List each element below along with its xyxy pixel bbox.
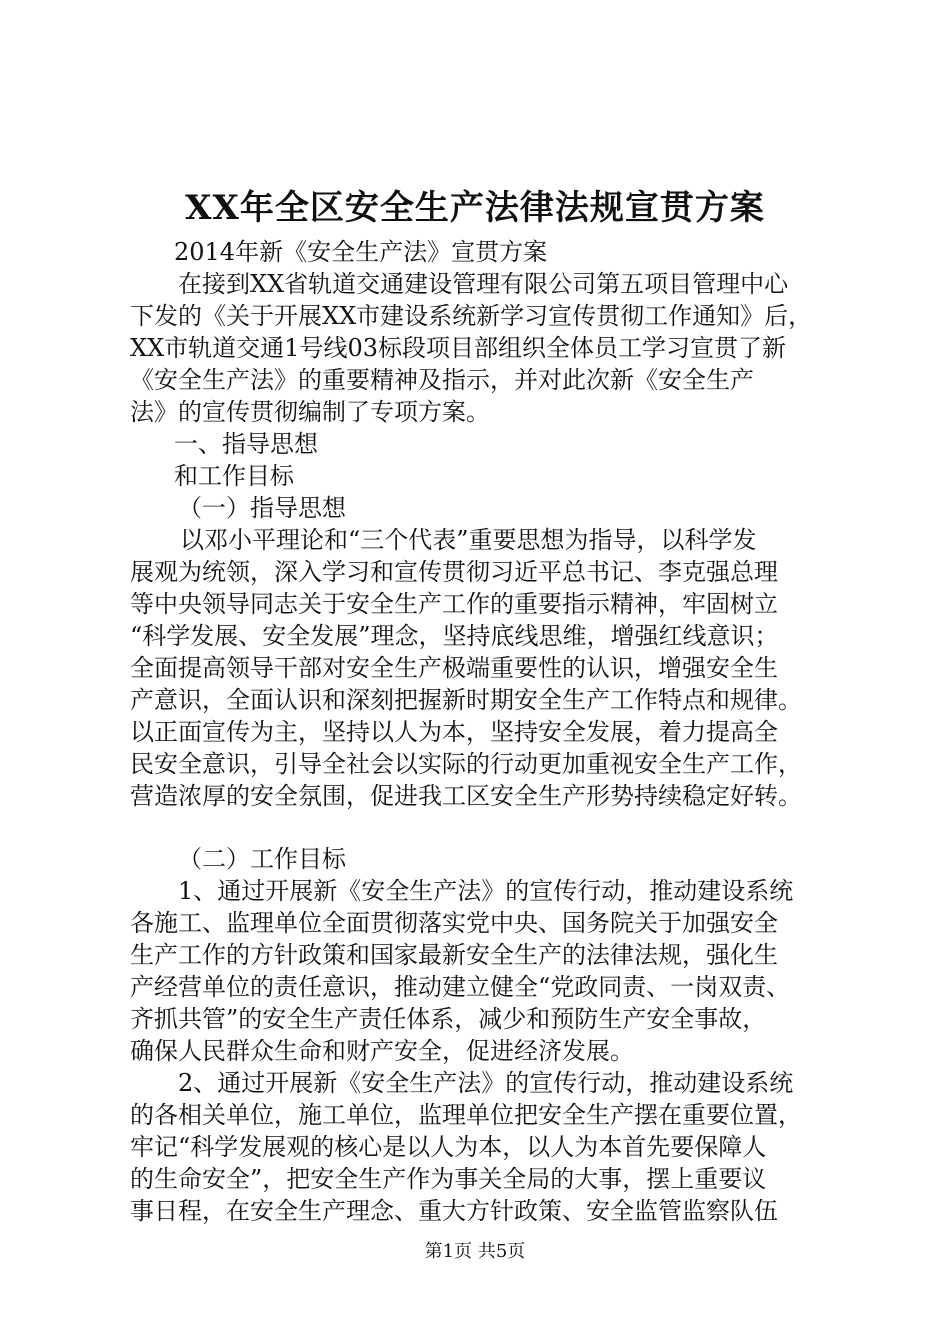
subsection-heading: （一）指导思想: [178, 494, 346, 522]
goal-item-line: 1、通过开展新《安全生产法》的宣传行动，推动建设系统: [178, 877, 794, 905]
subtitle-line: 2014年新《安全生产法》宣贯方案: [174, 238, 548, 266]
section-heading-continued: 和工作目标: [174, 462, 294, 490]
intro-paragraph-line: XX市轨道交通1号线03标段项目部组织全体员工学习宣贯了新: [130, 334, 786, 362]
guiding-paragraph-line: 产意识，全面认识和深刻把握新时期安全生产工作特点和规律。: [130, 686, 802, 714]
guiding-paragraph-line: 展观为统领，深入学习和宣传贯彻习近平总书记、李克强总理: [130, 558, 778, 586]
goal-item-line: 产经营单位的责任意识，推动建立健全“党政同责、一岗双责、: [130, 973, 791, 1001]
section-heading: 一、指导思想: [174, 430, 318, 458]
document-title: XX年全区安全生产法律法规宣贯方案: [185, 188, 765, 228]
goal-item-line: 齐抓共管”的安全生产责任体系，减少和预防生产安全事故，: [130, 1005, 767, 1033]
intro-paragraph-line: 《安全生产法》的重要精神及指示，并对此次新《安全生产: [130, 366, 754, 394]
intro-paragraph-line: 下发的《关于开展XX市建设系统新学习宣传贯彻工作通知》后，: [130, 302, 813, 330]
paragraph-gap: [130, 812, 830, 843]
intro-paragraph-line: 在接到XX省轨道交通建设管理有限公司第五项目管理中心: [178, 270, 789, 298]
intro-paragraph-line: 法》的宣传贯彻编制了专项方案。: [130, 398, 490, 426]
goal-item-line: 各施工、监理单位全面贯彻落实党中央、国务院关于加强安全: [130, 909, 778, 937]
goal-item-line: 的生命安全”，把安全生产作为事关全局的大事，摆上重要议: [130, 1165, 767, 1193]
guiding-paragraph-line: 民安全意识，引导全社会以实际的行动更加重视安全生产工作，: [130, 750, 802, 778]
guiding-paragraph-line: 营造浓厚的安全氛围，促进我工区安全生产形势持续稳定好转。: [130, 782, 802, 810]
guiding-paragraph-line: “科学发展、安全发展”理念，坚持底线思维，增强红线意识；: [130, 622, 779, 650]
guiding-paragraph-line: 全面提高领导干部对安全生产极端重要性的认识，增强安全生: [130, 654, 778, 682]
subsection-heading: （二）工作目标: [178, 845, 346, 873]
goal-item-line: 事日程，在安全生产理念、重大方针政策、安全监管监察队伍: [130, 1197, 778, 1225]
guiding-paragraph-line: 以正面宣传为主，坚持以人为本，坚持安全发展，着力提高全: [130, 718, 778, 746]
goal-item-line: 确保人民群众生命和财产安全，促进经济发展。: [130, 1037, 634, 1065]
page-footer: 第1页 共5页: [424, 1241, 526, 1262]
goal-item-line: 牢记“科学发展观的核心是以人为本，以人为本首先要保障人: [130, 1133, 767, 1161]
document-body: [130, 236, 830, 1227]
goal-item-line: 生产工作的方针政策和国家最新安全生产的法律法规，强化生: [130, 941, 778, 969]
guiding-paragraph-line: 以邓小平理论和“三个代表”重要思想为指导，以科学发: [180, 526, 757, 554]
goal-item-line: 2、通过开展新《安全生产法》的宣传行动，推动建设系统: [178, 1069, 794, 1097]
guiding-paragraph-line: 等中央领导同志关于安全生产工作的重要指示精神，牢固树立: [130, 590, 778, 618]
goal-item-line: 的各相关单位，施工单位，监理单位把安全生产摆在重要位置，: [130, 1101, 802, 1129]
